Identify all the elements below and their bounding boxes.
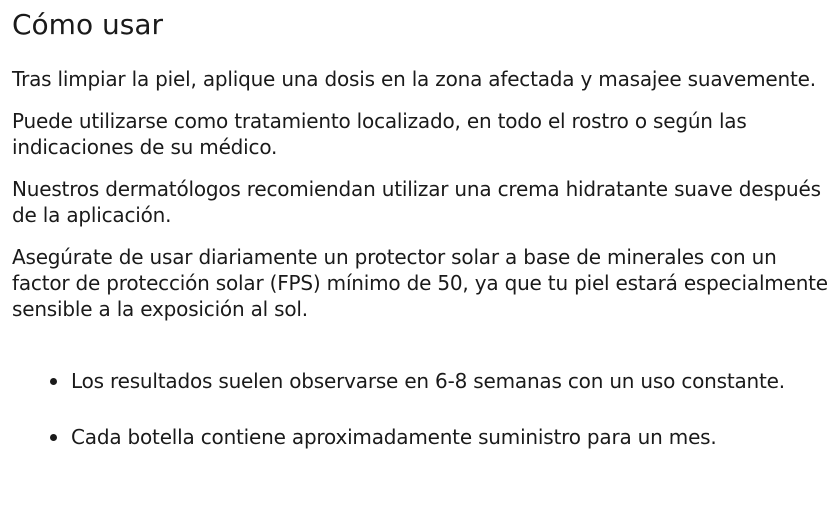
list-item-text: Cada botella contiene aproximadamente suministro para un mes. (71, 425, 717, 449)
instruction-paragraph-usage: Puede utilizarse como tratamiento localizado, en todo el rostro o según las indicaciones de su médico. (12, 109, 747, 159)
section-heading: Cómo usar (12, 8, 163, 41)
instruction-paragraph-moisturizer: Nuestros dermatólogos recomiendan utilizar una crema hidratante suave después de la aplicación. (12, 177, 821, 227)
results-bullet-list (12, 368, 832, 450)
list-item-text: Los resultados suelen observarse en 6-8 semanas con un uso constante. (71, 369, 785, 393)
list-item (12, 424, 832, 450)
bullet-dot-icon (50, 378, 57, 385)
instruction-paragraph-sunscreen: Asegúrate de usar diariamente un protector solar a base de minerales con un factor de protección solar (FPS) mínimo de 50, ya que tu piel estará especialmente sensible a la exposición al sol. (12, 245, 828, 321)
bullet-dot-icon (50, 434, 57, 441)
list-item (12, 368, 832, 394)
instruction-paragraph-apply: Tras limpiar la piel, aplique una dosis en la zona afectada y masajee suavemente. (12, 67, 816, 91)
